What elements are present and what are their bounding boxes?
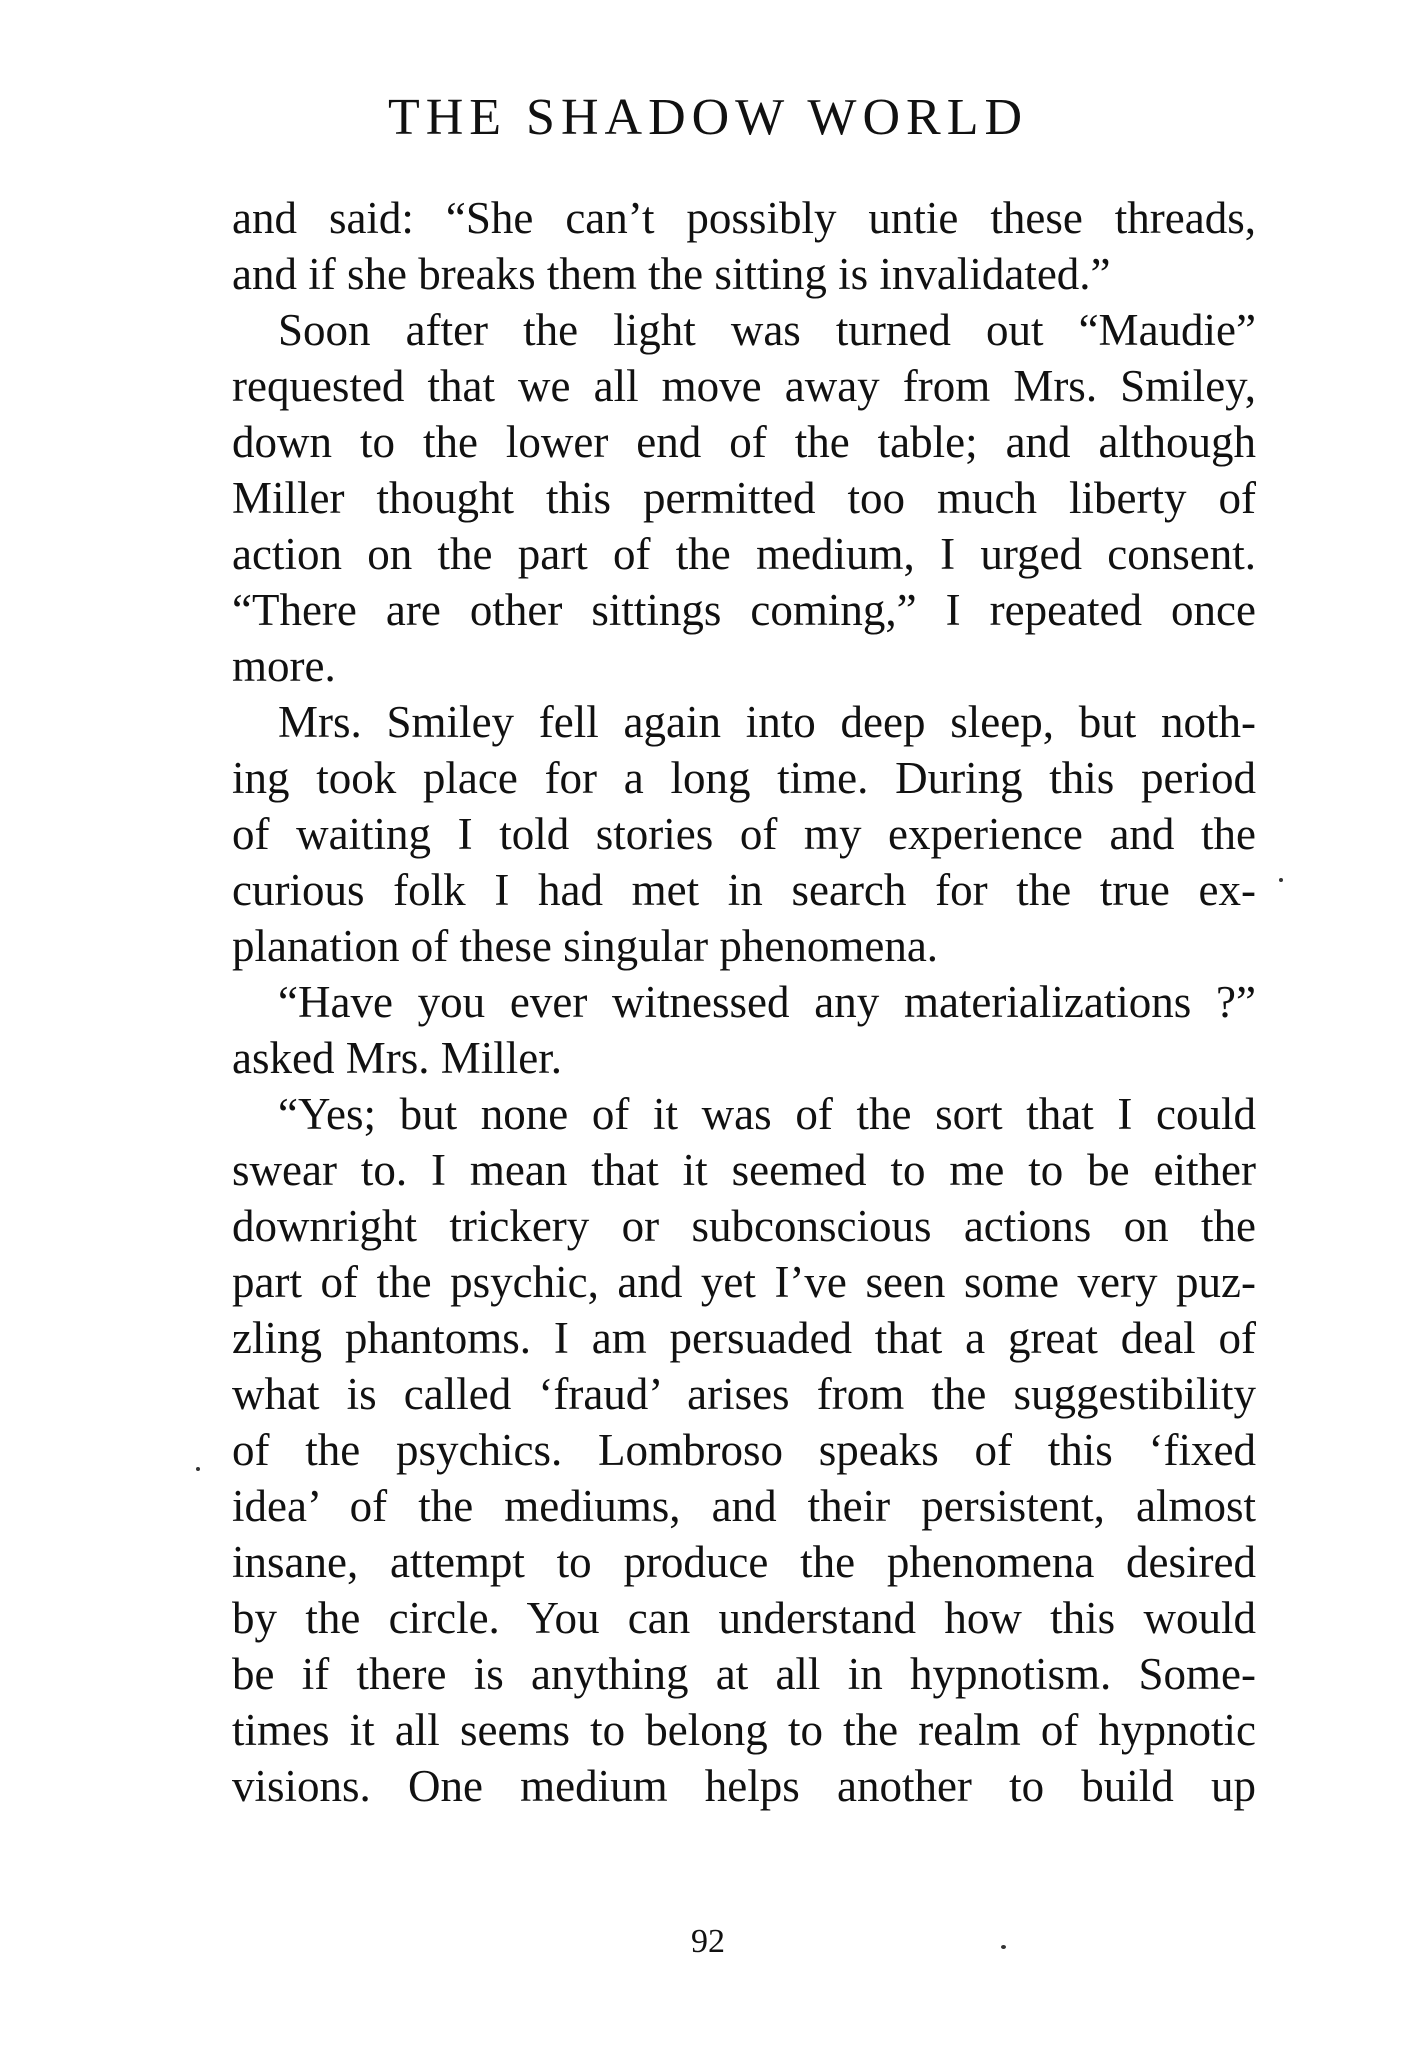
text-line: idea’ of the mediums, and their persistent, almost [232,1481,1256,1531]
text-line: planation of these singular phenomena. [232,921,939,971]
text-line: Miller thought this permitted too much liberty of [232,473,1256,523]
text-line: and if she breaks them the sitting is invalidated.” [232,249,1111,299]
text-line: more. [232,641,336,691]
text-line: requested that we all move away from Mrs. Smiley, [232,361,1256,411]
text-line: zling phantoms. I am persuaded that a great deal of [232,1313,1256,1363]
text-line: and said: “She can’t possibly untie these threads, [232,193,1256,243]
text-line: of waiting I told stories of my experience and the [232,809,1256,859]
text-line: Soon after the light was turned out “Maudie” [278,305,1256,355]
text-line: downright trickery or subconscious actions on the [232,1201,1256,1251]
print-speck [196,1467,200,1471]
text-line: Mrs. Smiley fell again into deep sleep, but noth- [278,697,1256,747]
body-text [232,190,1256,1814]
text-line: what is called ‘fraud’ arises from the suggestibility [232,1369,1256,1419]
print-speck [1279,878,1283,882]
text-line: “There are other sittings coming,” I repeated once [232,585,1256,635]
print-speck [1001,1945,1006,1949]
text-line: “Yes; but none of it was of the sort that I could [278,1089,1256,1139]
text-line: swear to. I mean that it seemed to me to be either [232,1145,1256,1195]
text-line: down to the lower end of the table; and although [232,417,1256,467]
text-line: “Have you ever witnessed any materializations ?” [278,977,1256,1027]
text-line: ing took place for a long time. During this period [232,753,1256,803]
page-number: 92 [691,1923,725,1960]
text-line: action on the part of the medium, I urged consent. [232,529,1256,579]
text-line: of the psychics. Lombroso speaks of this ‘fixed [232,1425,1256,1475]
running-head: THE SHADOW WORLD [387,89,1029,146]
text-line: by the circle. You can understand how this would [232,1593,1256,1643]
text-line: insane, attempt to produce the phenomena desired [232,1537,1256,1587]
text-line: curious folk I had met in search for the true ex- [232,865,1256,915]
text-line: be if there is anything at all in hypnotism. Some- [232,1649,1256,1699]
text-line: times it all seems to belong to the realm of hypnotic [232,1705,1256,1755]
text-line: asked Mrs. Miller. [232,1033,562,1083]
text-line: part of the psychic, and yet I’ve seen some very puz- [232,1257,1256,1307]
text-line: visions. One medium helps another to build up [232,1761,1256,1811]
